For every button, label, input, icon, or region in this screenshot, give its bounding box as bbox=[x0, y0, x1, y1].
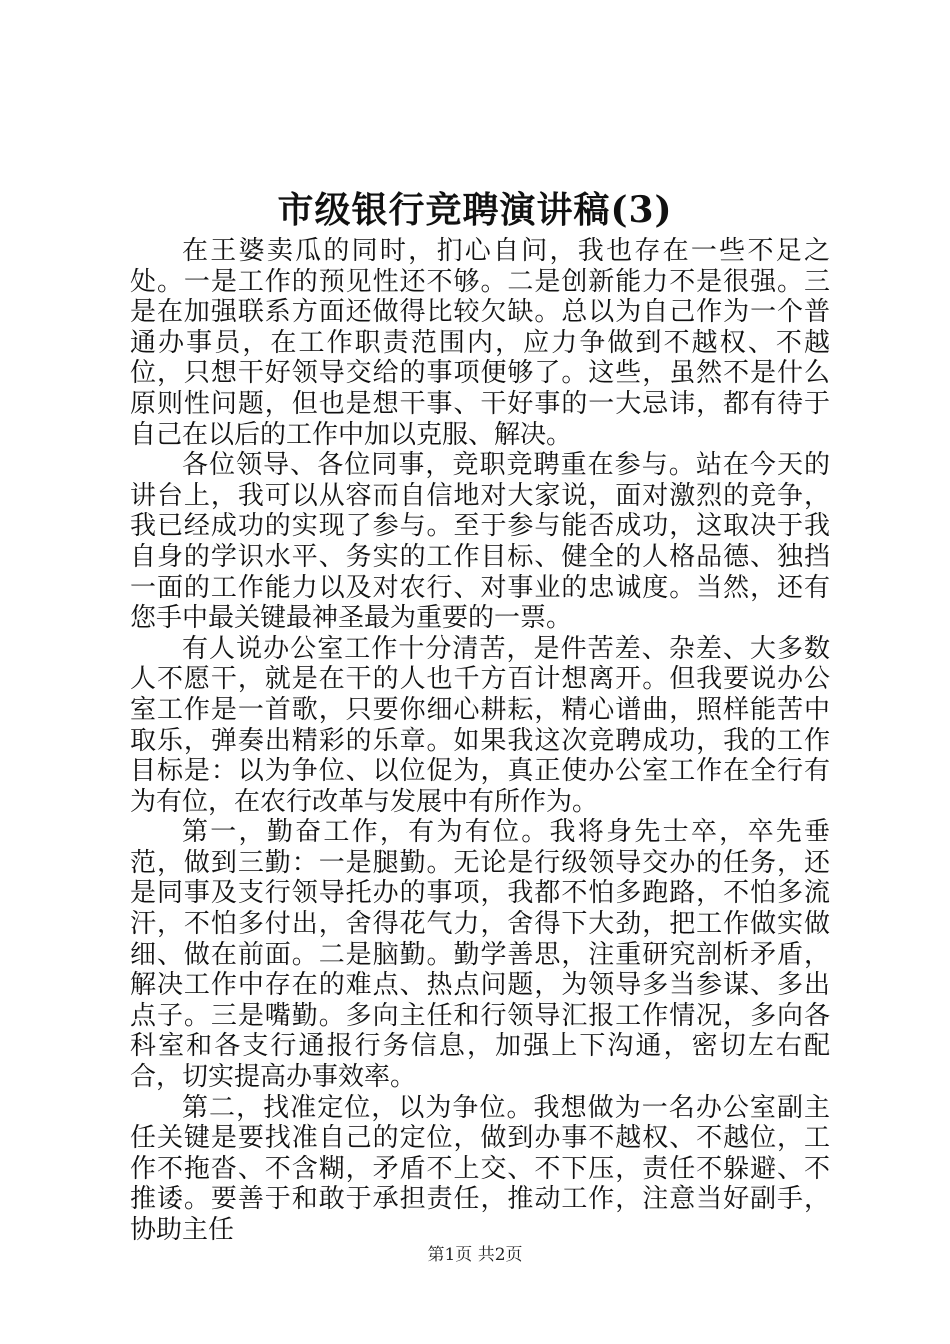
document-title: 市级银行竞聘演讲稿(3) bbox=[277, 189, 673, 231]
page-footer: 第1页 共2页 bbox=[427, 1245, 523, 1265]
paragraph: 第二，找准定位，以为争位。我想做为一名办公室副主任关键是要找准自己的定位，做到办事不越权、不越位，工作不拖沓、不含糊，矛盾不上交、不下压，责任不躲避、不推诿。要善于和敢于承担责任，推动工作，注意当好副手，协助主任 bbox=[130, 1092, 830, 1245]
paragraph: 在王婆卖瓜的同时，扪心自问，我也存在一些不足之处。一是工作的预见性还不够。二是创新能力不是很强。三是在加强联系方面还做得比较欠缺。总以为自己作为一个普通办事员，在工作职责范围内，应力争做到不越权、不越位，只想干好领导交给的事项便够了。这些，虽然不是什么原则性问题，但也是想干事、干好事的一大忌讳，都有待于自己在以后的工作中加以克服、解决。 bbox=[130, 236, 830, 450]
paragraph: 第一，勤奋工作，有为有位。我将身先士卒，卒先垂范，做到三勤：一是腿勤。无论是行级领导交办的任务，还是同事及支行领导托办的事项，我都不怕多跑路，不怕多流汗，不怕多付出，舍得花气力，舍得下大劲，把工作做实做细、做在前面。二是脑勤。勤学善思，注重研究剖析矛盾，解决工作中存在的难点、热点问题，为领导多当参谋、多出点子。三是嘴勤。多向主任和行领导汇报工作情况，多向各科室和各支行通报行务信息，加强上下沟通，密切左右配合，切实提高办事效率。 bbox=[130, 817, 830, 1093]
paragraph: 各位领导、各位同事，竞职竞聘重在参与。站在今天的讲台上，我可以从容而自信地对大家说，面对激烈的竞争，我已经成功的实现了参与。至于参与能否成功，这取决于我自身的学识水平、务实的工作目标、健全的人格品德、独挡一面的工作能力以及对农行、对事业的忠诚度。当然，还有您手中最关键最神圣最为重要的一票。 bbox=[130, 450, 830, 634]
paragraph: 有人说办公室工作十分清苦，是件苦差、杂差、大多数人不愿干，就是在干的人也千方百计想离开。但我要说办公室工作是一首歌，只要你细心耕耘，精心谱曲，照样能苦中取乐，弹奏出精彩的乐章。如果我这次竞聘成功，我的工作目标是：以为争位、以位促为，真正使办公室工作在全行有为有位，在农行改革与发展中有所作为。 bbox=[130, 633, 830, 817]
document-body bbox=[130, 236, 830, 1246]
